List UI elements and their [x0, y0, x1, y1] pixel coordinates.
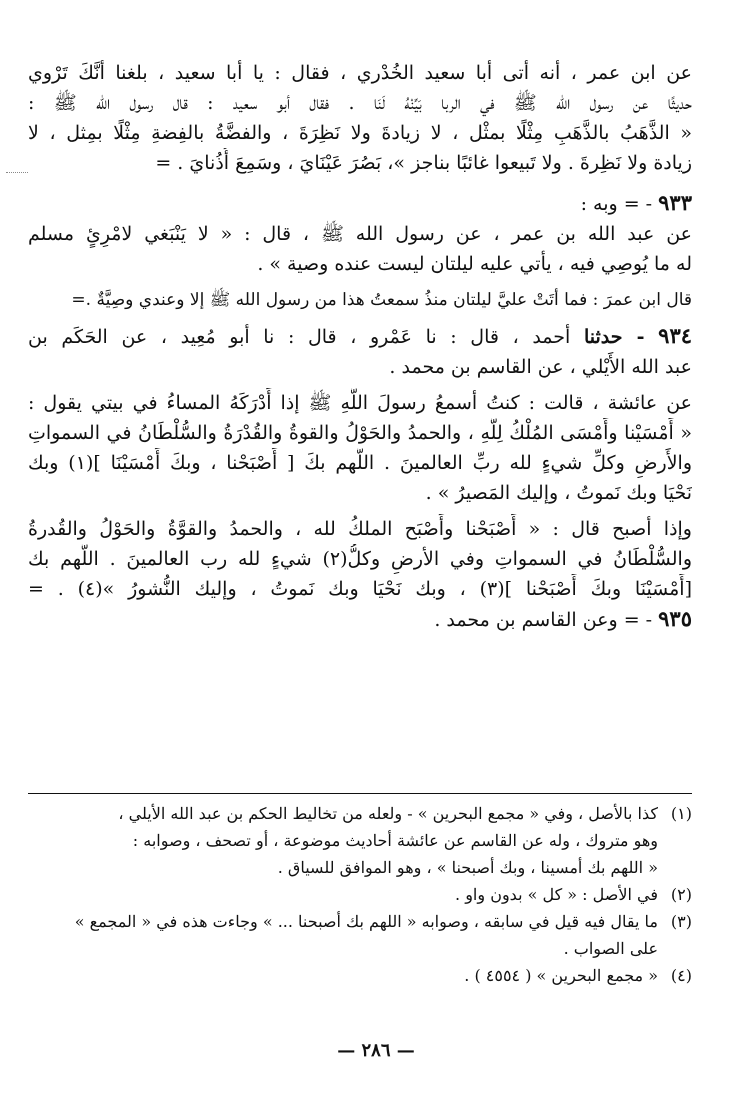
text-line: عبد الله الأَيْلي ، عن القاسم بن محمد . [389, 356, 692, 378]
hadith-935-heading [28, 604, 692, 635]
page-number: — ٢٨٦ — [337, 1040, 415, 1061]
footnote-label: (٣) [670, 912, 692, 931]
footnote-text: في الأصل : « كل » بدون واو . [455, 885, 658, 904]
footnote-text: « مجمع البحرين » ( ٤٥٥٤ ) . [464, 966, 658, 985]
footnote-label: (٢) [670, 885, 692, 904]
footnote-label: (١) [670, 804, 692, 823]
text-line: له ما يُوصِي فيه ، يأتي عليه ليلتان ليست عنده وصية » . [257, 253, 692, 275]
hadith-number: ٩٣٤ [658, 323, 692, 348]
hadith-934-heading [28, 321, 692, 352]
footnote-4 [28, 962, 692, 989]
footnote-text: على الصواب . [563, 939, 658, 958]
hadith-number: ٩٣٣ [658, 190, 692, 215]
text-line: زيادة ولا نَظِرةَ . ولا تَبيعوا غائبًا بناجز »، بَصُرَ عَيْنَايَ ، وسَمِعَ أُذُنايَ . = [155, 152, 692, 174]
text-line: عن عائشة ، قالت : كنتُ أسمعُ رسولَ اللَّهِ ﷺ إذا أَدْرَكَهُ المساءُ في بيتي يقول : [28, 392, 692, 414]
hadith-number: ٩٣٥ [658, 606, 692, 631]
text-line: وإذا أصبح قال : « أَصْبَحْنا وأَصْبَح الملكُ لله ، والحمدُ والقوَّةُ والحَوْلُ والقُدرةُ [28, 518, 692, 540]
text-line: قال ابن عمرَ : فما أتَتْ عليَّ ليلتان منذُ سمعتُ هذا من رسول الله ﷺ إلا وعندي وصِيَّةٌ .= [71, 290, 692, 310]
text-line: والأَرضِ وكلِّ شيءٍ لله ربِّ العالمينَ . اللَّهم بكَ [ أَصْبَحْنا ، وبكَ أَمْسَيْنَا ](١) وبك [28, 452, 692, 474]
text-line: نَحْيَا وبك نَموتُ ، وإليك المَصيرُ » . [425, 482, 692, 504]
footnote-1 [28, 800, 692, 827]
text-line: عن عبد الله بن عمر ، عن رسول الله ﷺ ، قال : « لا يَنْبَغي لامْرِئٍ مسلم [28, 223, 692, 245]
footnote-2 [28, 881, 692, 908]
hadith-heading-text: - = وبه : [580, 193, 653, 215]
footnote-text: كذا بالأصل ، وفي « مجمع البحرين » - ولعله من تخاليط الحكم بن عبد الله الأيلي ، [118, 804, 658, 823]
footnote-divider [28, 793, 692, 794]
footnote-3 [28, 908, 692, 935]
footnotes [28, 800, 692, 989]
footnote-text: وهو متروك ، وله عن القاسم عن عائشة أحاديث موضوعة ، أو تصحف ، وصوابه : [132, 831, 658, 850]
text-line: [أَمْسَيْنَا وبكَ أَصْبَحْنا ](٣) ، وبك نَحْيَا وبك نَموتُ ، وإليك النُّشورُ »(٤) . = [28, 578, 692, 600]
text-line: « الذَّهَبُ بالذَّهَبِ مِثْلًا بمثْل ، لا زيادةَ ولا نَظِرَةَ ، والفضَّةُ بالفِضةِ مِثْلًا بمِثل ، لا [28, 122, 692, 144]
footnote-text: ما يقال فيه قيل في سابقه ، وصوابه « اللهم بك أصبحنا ... » وجاءت هذه في « المجمع » [74, 912, 658, 931]
text-line: « أَمْسَيْنا وأَمْسَى المُلْكُ لِلَّهِ ، والحمدُ والحَوْلُ والقوةُ والقُدْرَةُ والسُّلْطَانُ في السمواتِ [28, 422, 692, 444]
hadith-933-heading [28, 188, 692, 219]
footnote-text: « اللهم بك أمسينا ، وبك أصبحنا » ، وهو الموافق للسياق . [277, 858, 658, 877]
footnote-label: (٤) [670, 966, 692, 985]
text-line: والسُّلْطَانُ في السمواتِ وفي الأرضِ وكلُّ(٢) شيءٍ لله رب العالمينَ . اللَّهم بك [28, 548, 692, 570]
main-text [28, 58, 692, 635]
hadith-heading-text: أحمد ، قال : نا عَمْرو ، قال : نا أبو مُعِيد ، عن الحَكَم بن [28, 326, 571, 348]
margin-mark [6, 172, 28, 173]
hadith-lead: - حدثنا [583, 326, 645, 348]
text-line: عن ابن عمر ، أنه أتى أبا سعيد الخُدْري ، فقال : يا أبا سعيد ، بلغنا أنَّكَ تَرْوي [28, 62, 692, 84]
text-line: حديثًا عن رسول الله ﷺ في الربا بَيِّنْهُ لَنَا . فقال أبو سعيد : قال رسول الله ﷺ : [28, 92, 692, 114]
hadith-heading-text: - = وعن القاسم بن محمد . [434, 609, 653, 631]
